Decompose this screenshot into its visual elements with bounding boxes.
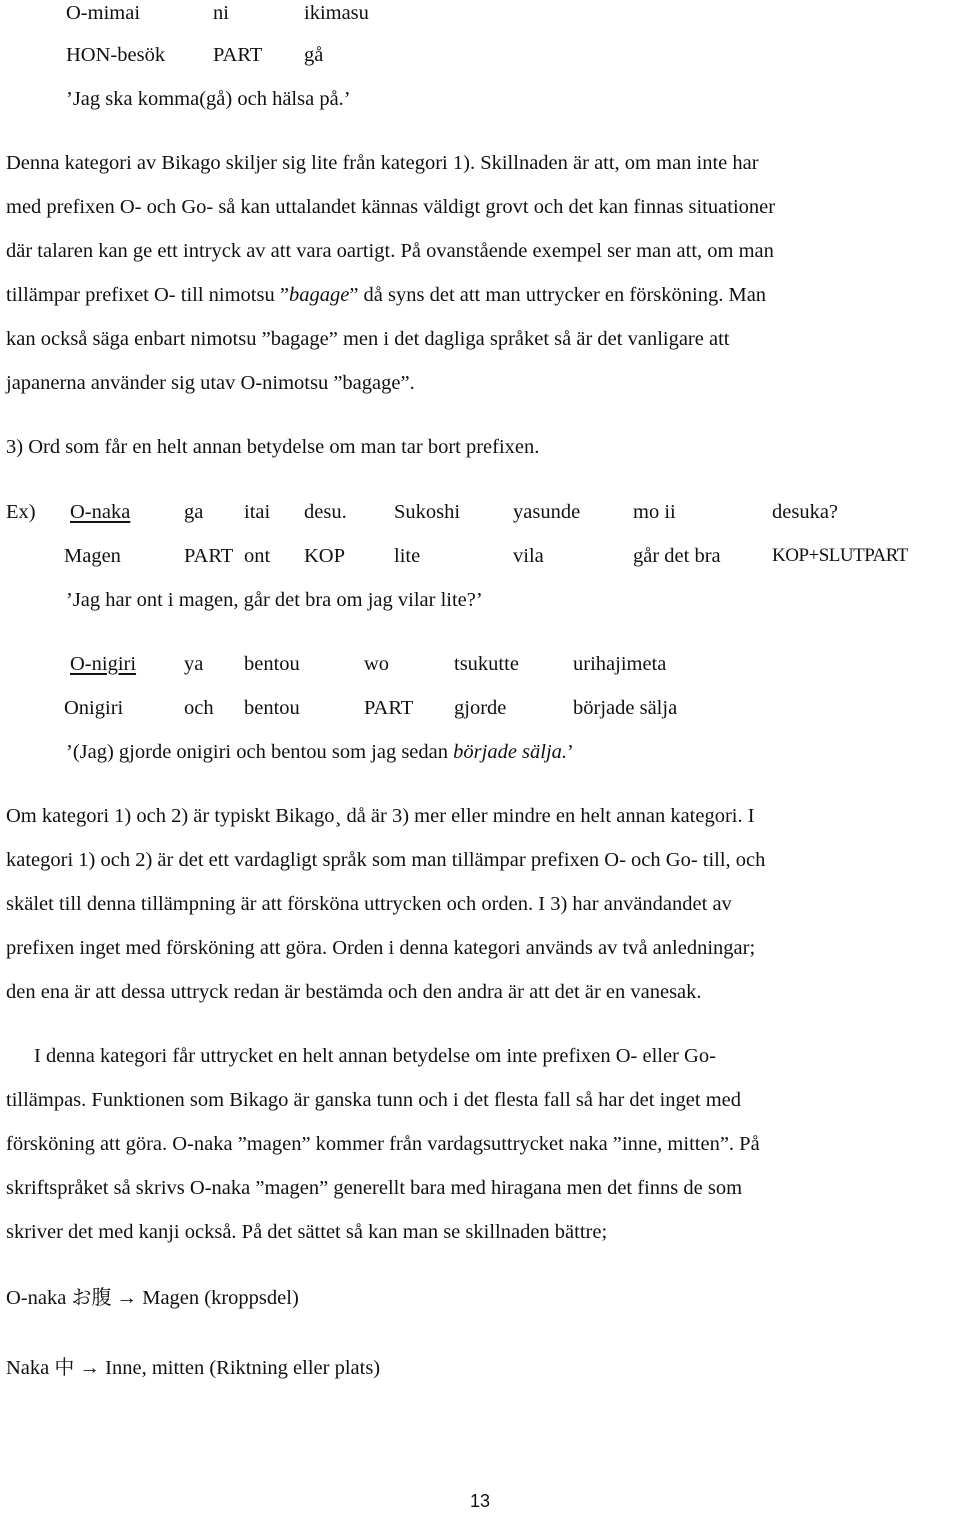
text-line: Denna kategori av Bikago skiljer sig lite från kategori 1). Skillnaden är att, om man inte har <box>6 152 759 174</box>
meaning: Magen (kroppsdel) <box>142 1287 299 1309</box>
meaning: Inne, mitten (Riktning eller plats) <box>105 1357 381 1379</box>
gloss-word: gjorde <box>454 697 507 719</box>
gloss-word: itai <box>244 501 271 523</box>
gloss-word: wo <box>364 653 390 675</box>
gloss-word: lite <box>394 545 421 567</box>
gloss-word: desuka? <box>772 501 839 523</box>
gloss-word: yasunde <box>513 501 581 523</box>
text-line: japanerna använder sig utav O-nimotsu ”bagage”. <box>6 372 415 394</box>
gloss-word: ont <box>244 545 271 567</box>
page-number: 13 <box>469 1491 491 1511</box>
gloss-word: HON-besök <box>66 44 166 66</box>
text-line: tillämpas. Funktionen som Bikago är ganska tunn och i det flesta fall så har det inget med <box>6 1089 741 1111</box>
kanji-text: 中 <box>54 1355 75 1379</box>
gloss-word: PART <box>364 697 414 719</box>
text-line <box>6 282 766 308</box>
romaji: O-naka <box>6 1287 67 1309</box>
text-span: tillämpar prefixet O- till nimotsu ” <box>6 284 289 306</box>
gloss-word: Onigiri <box>64 697 124 719</box>
text-span: ’ <box>567 741 574 763</box>
gloss-word: Magen <box>64 545 121 567</box>
gloss-word: gå <box>304 44 324 66</box>
italic-term: började sälja. <box>453 741 568 763</box>
gloss-word: O-mimai <box>66 2 141 24</box>
text-line: skriver det med kanji också. På det sättet så kan man se skillnaden bättre; <box>6 1221 608 1243</box>
gloss-word: ga <box>184 501 204 523</box>
example-label: Ex) <box>6 501 36 523</box>
arrow-right-icon: → <box>79 1357 101 1379</box>
gloss-word: KOP <box>304 545 346 567</box>
kanji-example-onaka <box>6 1284 299 1311</box>
text-line: där talaren kan ge ett intryck av att vara oartigt. På ovanstående exempel ser man att, om man <box>6 240 774 262</box>
kanji-example-naka <box>6 1354 380 1381</box>
gloss-word: går det bra <box>633 545 721 567</box>
gloss-word: KOP+SLUTPART <box>772 545 908 566</box>
gloss-word: desu. <box>304 501 347 523</box>
text-line: kategori 1) och 2) är det ett vardagligt språk som man tillämpar prefixen O- och Go- till, och <box>6 849 766 871</box>
gloss-word: och <box>184 697 214 719</box>
gloss-word: började sälja <box>573 697 678 719</box>
gloss-word: bentou <box>244 697 300 719</box>
gloss-word: ikimasu <box>304 2 369 24</box>
gloss-word: vila <box>513 545 544 567</box>
gloss-word: ni <box>213 2 229 24</box>
gloss-translation: ’Jag ska komma(gå) och hälsa på.’ <box>66 88 351 110</box>
text-line: kan också säga enbart nimotsu ”bagage” men i det dagliga språket så är det vanligare att <box>6 328 730 350</box>
gloss-word: ya <box>184 653 204 675</box>
gloss-word: mo ii <box>633 501 676 523</box>
text-span: ” då syns det att man uttrycker en försköning. Man <box>349 284 767 306</box>
gloss-word: O-naka <box>70 501 131 523</box>
gloss-word: Sukoshi <box>394 501 461 523</box>
text-line: med prefixen O- och Go- så kan uttalandet kännas väldigt grovt och det kan finnas situationer <box>6 196 776 218</box>
text-line: försköning att göra. O-naka ”magen” kommer från vardagsuttrycket naka ”inne, mitten”. På <box>6 1133 760 1155</box>
gloss-word: PART <box>213 44 263 66</box>
text-line: skriftspråket så skrivs O-naka ”magen” generellt bara med hiragana men det finns de som <box>6 1177 743 1199</box>
text-line: Om kategori 1) och 2) är typiskt Bikago¸ då är 3) mer eller mindre en helt annan kategori. I <box>6 805 755 827</box>
gloss-translation <box>66 739 574 765</box>
gloss-word: bentou <box>244 653 300 675</box>
kanji-text: お腹 <box>71 1285 112 1309</box>
text-line: skälet till denna tillämpning är att försköna uttrycken och orden. I 3) har användandet av <box>6 893 732 915</box>
text-line: den ena är att dessa uttryck redan är bestämda och den andra är att det är en vanesak. <box>6 981 702 1003</box>
gloss-translation: ’Jag har ont i magen, går det bra om jag vilar lite?’ <box>66 589 483 611</box>
text-line: prefixen inget med försköning att göra. Orden i denna kategori används av två anledningar; <box>6 937 756 959</box>
text-line: I denna kategori får uttrycket en helt annan betydelse om inte prefixen O- eller Go- <box>34 1045 716 1067</box>
arrow-right-icon: → <box>116 1287 138 1309</box>
gloss-word: tsukutte <box>454 653 519 675</box>
gloss-word: PART <box>184 545 234 567</box>
romaji: Naka <box>6 1357 50 1379</box>
gloss-word: O-nigiri <box>70 653 137 675</box>
italic-term: bagage <box>288 284 350 306</box>
gloss-word: urihajimeta <box>573 653 667 675</box>
section-heading: 3) Ord som får en helt annan betydelse om man tar bort prefixen. <box>6 436 540 458</box>
text-span: ’(Jag) gjorde onigiri och bentou som jag sedan <box>66 741 454 763</box>
